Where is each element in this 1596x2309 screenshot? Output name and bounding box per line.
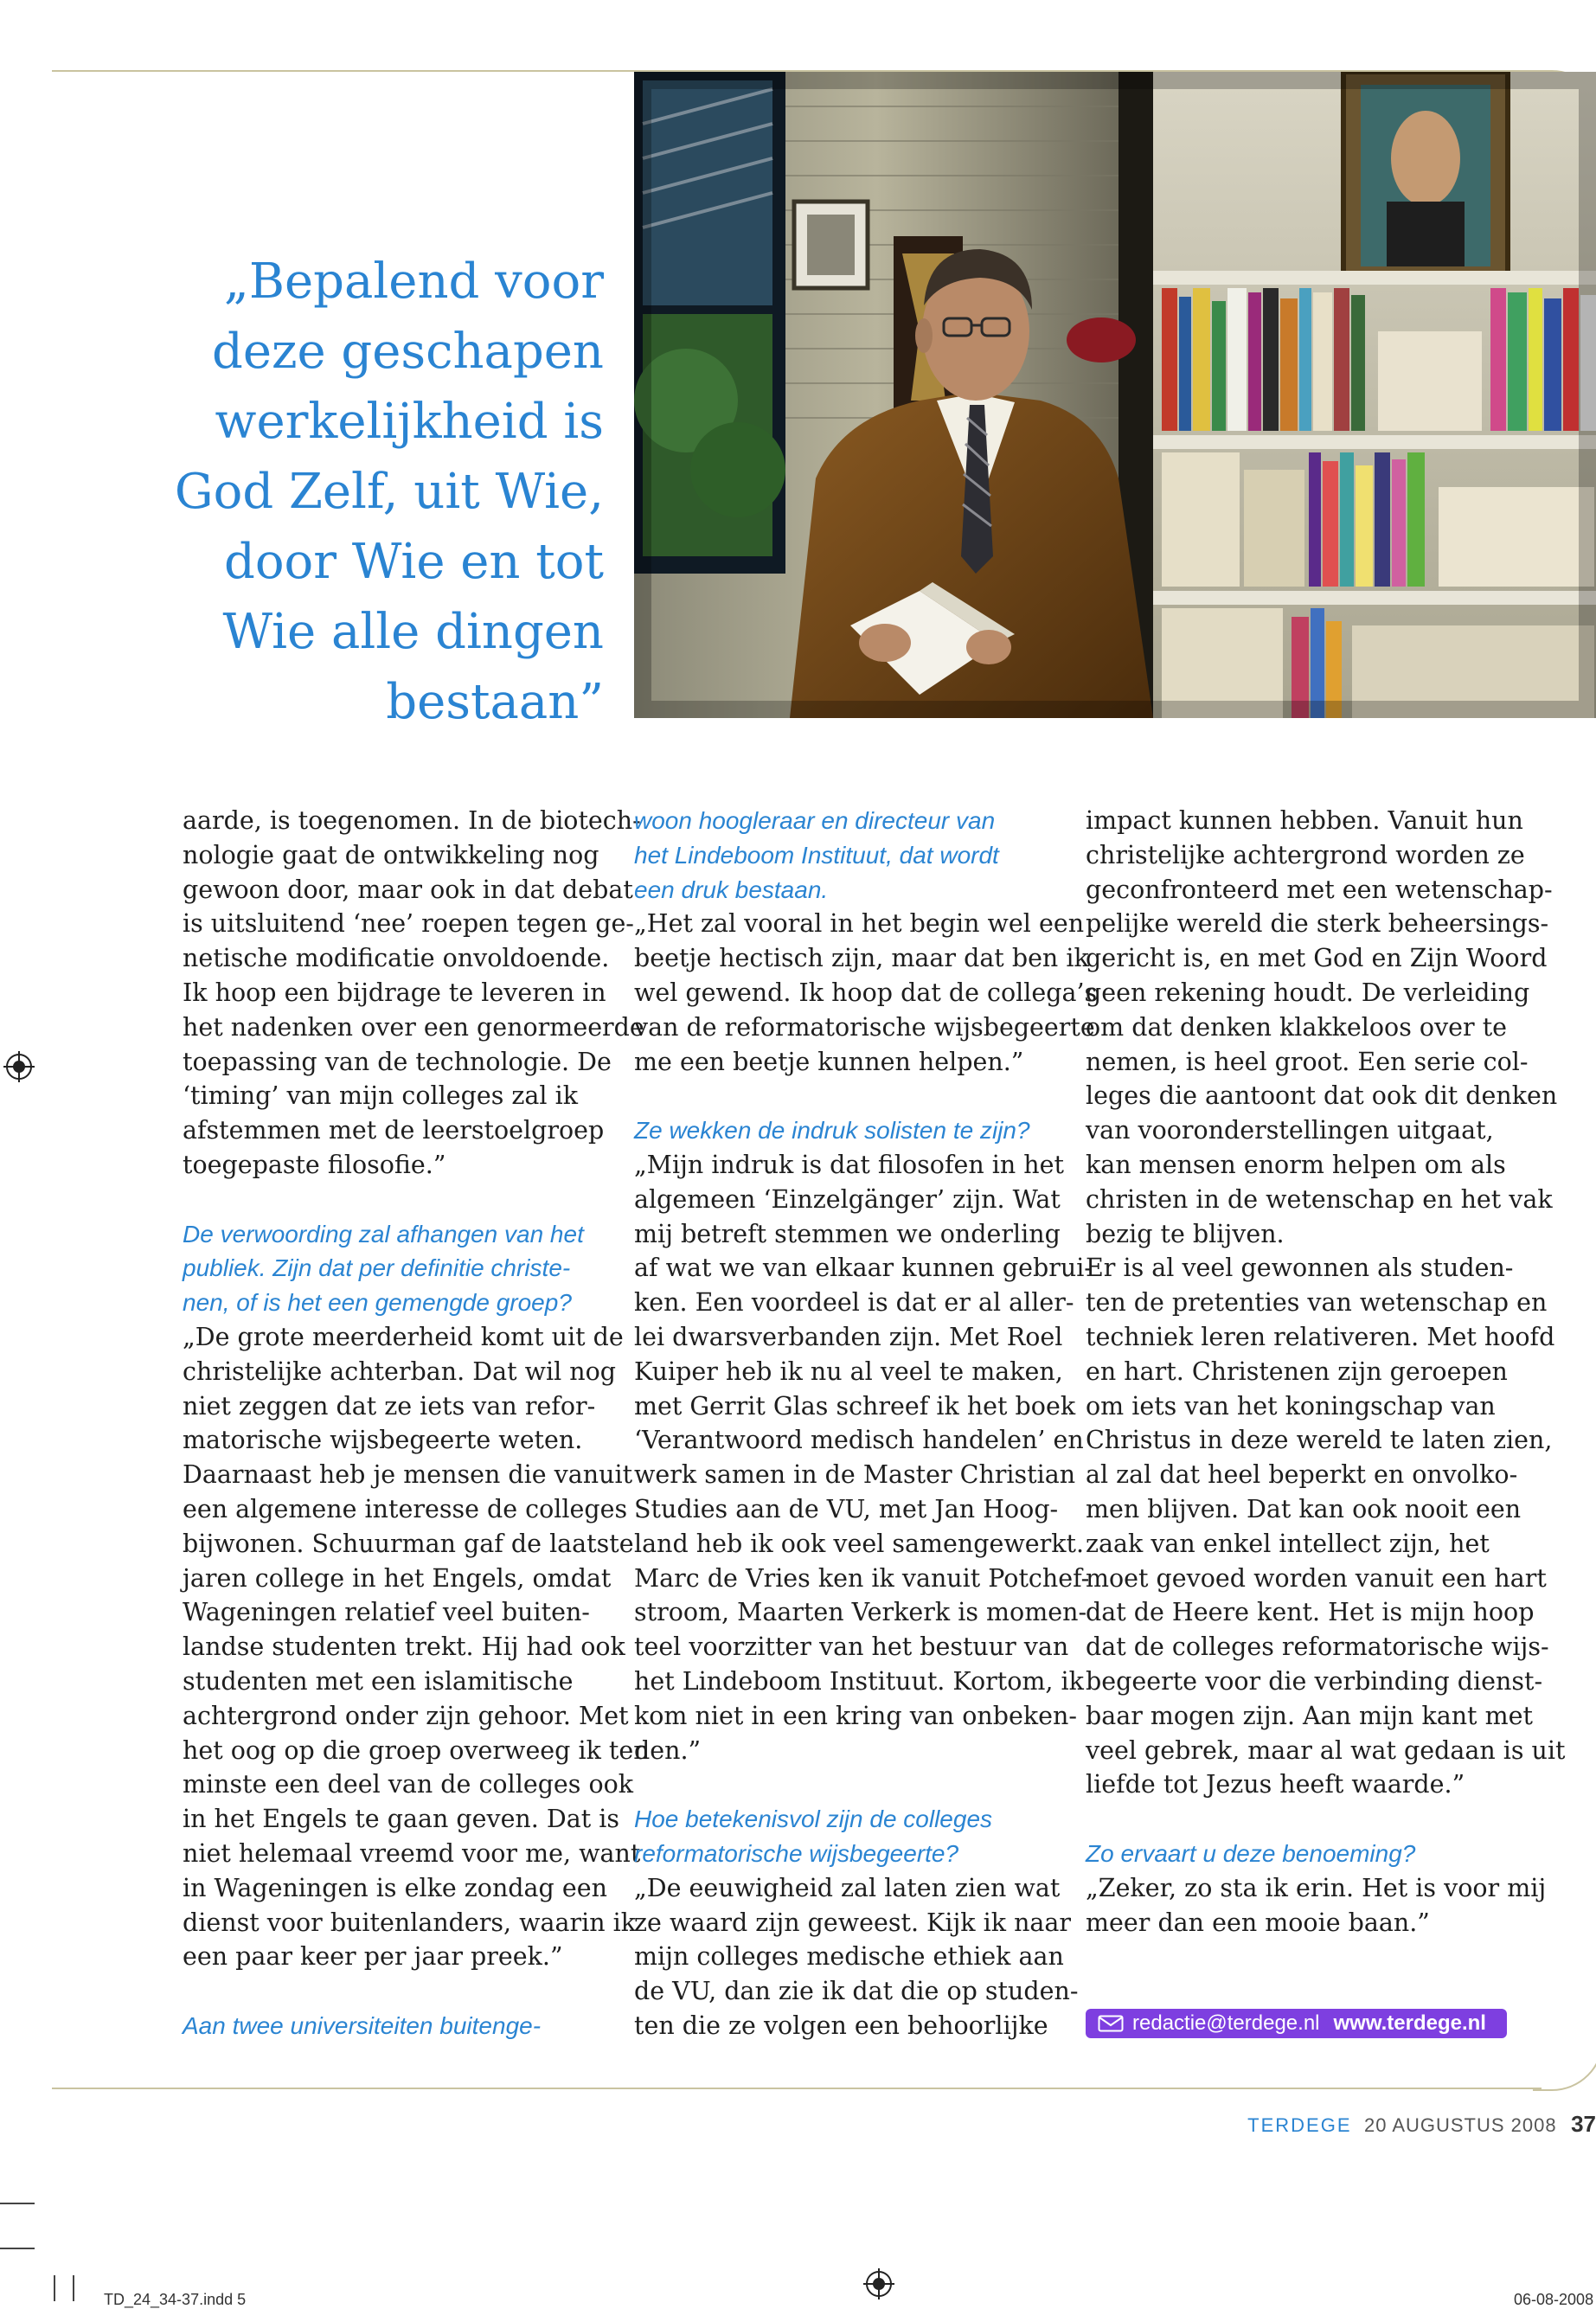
body-line: impact kunnen hebben. Vanuit hun xyxy=(1086,806,1523,835)
interview-question-line: reformatorische wijsbegeerte? xyxy=(634,1839,959,1867)
interview-question-line: Aan twee universiteiten buitenge- xyxy=(183,2011,542,2039)
body-line: mijn colleges medische ethiek aan xyxy=(634,1942,1064,1972)
body-line: algemeen ‘Einzelgänger’ zijn. Wat xyxy=(634,1184,1061,1214)
photo-illustration xyxy=(634,72,1596,718)
body-line: landse studenten trekt. Hij had ook xyxy=(183,1632,625,1662)
body-line: dat de colleges reformatorische wijs- xyxy=(1086,1632,1549,1662)
pull-quote-line: „Bepalend voor xyxy=(223,253,604,310)
body-line: jaren college in het Engels, omdat xyxy=(183,1563,612,1593)
text-column-2 xyxy=(634,804,1098,2043)
body-line: ten de pretenties van wetenschap en xyxy=(1086,1288,1548,1318)
body-line: het nadenken over een genormeerde xyxy=(183,1012,644,1042)
body-line: christelijke achterban. Dat wil nog xyxy=(183,1357,617,1386)
interview-question-line: een druk bestaan. xyxy=(634,875,829,903)
body-line: afstemmen met de leerstoelgroep xyxy=(183,1116,605,1145)
body-line: het oog op die groep overweeg ik ten xyxy=(183,1735,650,1765)
body-line: techniek leren relativeren. Met hoofd xyxy=(1086,1322,1555,1351)
slug-filename: TD_24_34-37.indd 5 xyxy=(104,2291,247,2308)
body-line: den.” xyxy=(634,1735,702,1765)
body-line: een paar keer per jaar preek.” xyxy=(183,1942,563,1972)
magazine-name: TERDEGE xyxy=(1247,2114,1352,2136)
body-line: „Het zal vooral in het begin wel een xyxy=(634,909,1085,939)
body-line: beetje hectisch zijn, maar dat ben ik xyxy=(634,944,1089,973)
article-photo xyxy=(634,72,1596,718)
body-line: Wageningen relatief veel buiten- xyxy=(183,1598,590,1627)
body-line: nemen, is heel groot. Een serie col- xyxy=(1086,1047,1529,1076)
body-line: gewoon door, maar ook in dat debat xyxy=(183,875,633,904)
body-line: „Mijn indruk is dat filosofen in het xyxy=(634,1150,1064,1179)
body-line: werk samen in de Master Christian xyxy=(634,1460,1076,1490)
body-line: een algemene interesse de colleges xyxy=(183,1494,628,1523)
issue-date: 20 AUGUSTUS 2008 xyxy=(1363,2114,1557,2136)
body-line: baar mogen zijn. Aan mijn kant met xyxy=(1086,1701,1533,1730)
body-line: land heb ik ook veel samengewerkt. xyxy=(634,1529,1085,1558)
body-line: kan mensen enorm helpen om als xyxy=(1086,1150,1506,1179)
interview-question-line: Hoe betekenisvol zijn de colleges xyxy=(634,1806,993,1833)
body-line: „De eeuwigheid zal laten zien wat xyxy=(634,1873,1061,1902)
body-line: toepassing van de technologie. De xyxy=(183,1047,612,1076)
body-line: veel gebrek, maar al wat gedaan is uit xyxy=(1086,1735,1566,1765)
interview-question-line: woon hoogleraar en directeur van xyxy=(634,807,996,834)
bottom-rule xyxy=(52,2088,1542,2089)
interview-question-line: Ze wekken de indruk solisten te zijn? xyxy=(634,1117,1030,1145)
body-line: meer dan een mooie baan.” xyxy=(1086,1908,1430,1937)
body-line: teel voorzitter van het bestuur van xyxy=(634,1632,1069,1662)
body-line: „De grote meerderheid komt uit de xyxy=(183,1322,624,1351)
body-line: dienst voor buitenlanders, waarin ik xyxy=(183,1908,637,1937)
pull-quote-line: Wie alle dingen xyxy=(222,604,604,660)
body-line: pelijke wereld die sterk beheersings- xyxy=(1086,909,1549,939)
body-line: toegepaste filosofie.” xyxy=(183,1150,446,1179)
crop-mark xyxy=(0,2203,35,2204)
body-line: gericht is, en met God en Zijn Woord xyxy=(1086,944,1548,973)
text-column-3 xyxy=(1086,804,1566,1940)
body-line: om dat denken klakkeloos over te xyxy=(1086,1012,1508,1042)
body-line: bezig te blijven. xyxy=(1086,1219,1285,1248)
body-line: niet zeggen dat ze iets van refor- xyxy=(183,1391,596,1421)
pull-quote-line: door Wie en tot xyxy=(223,534,604,590)
body-line: mij betreft stemmen we onderling xyxy=(634,1219,1061,1248)
body-line: dat de Heere kent. Het is mijn hoop xyxy=(1086,1598,1535,1627)
email-link[interactable]: redactie@terdege.nl xyxy=(1132,2011,1320,2035)
body-line: het Lindeboom Instituut. Kortom, ik xyxy=(634,1666,1084,1696)
crop-mark xyxy=(0,2248,35,2249)
body-line: geconfronteerd met een wetenschap- xyxy=(1086,875,1553,904)
body-line: aarde, is toegenomen. In de biotech- xyxy=(183,806,641,835)
interview-question-line: Zo ervaart u deze benoeming? xyxy=(1086,1839,1416,1867)
envelope-icon xyxy=(1098,2015,1124,2032)
registration-mark-icon xyxy=(3,1051,35,1082)
body-line: Christus in deze wereld te laten zien, xyxy=(1086,1426,1553,1455)
body-line: matorische wijsbegeerte weten. xyxy=(183,1426,583,1455)
pull-quote-line: deze geschapen xyxy=(211,324,604,380)
body-line: ken. Een voordeel is dat er al aller- xyxy=(634,1288,1074,1318)
body-line: is uitsluitend ‘nee’ roepen tegen ge- xyxy=(183,909,634,939)
body-line: Marc de Vries ken ik vanuit Potchef- xyxy=(634,1563,1090,1593)
body-line: me een beetje kunnen helpen.” xyxy=(634,1047,1024,1076)
body-line: af wat we van elkaar kunnen gebrui- xyxy=(634,1254,1093,1283)
body-line: lei dwarsverbanden zijn. Met Roel xyxy=(634,1322,1063,1351)
body-line: ze waard zijn geweest. Kijk ik naar xyxy=(634,1908,1072,1937)
interview-question-line: De verwoording zal afhangen van het xyxy=(183,1220,584,1248)
interview-question-line: het Lindeboom Instituut, dat wordt xyxy=(634,841,999,869)
pull-quote-line: bestaan” xyxy=(386,674,604,730)
body-line: zaak van enkel intellect zijn, het xyxy=(1086,1529,1490,1558)
body-line: Kuiper heb ik nu al veel te maken, xyxy=(634,1357,1063,1386)
body-line: in Wageningen is elke zondag een xyxy=(183,1873,607,1902)
body-line: achtergrond onder zijn gehoor. Met xyxy=(183,1701,629,1730)
crop-mark xyxy=(73,2275,74,2301)
red-hat xyxy=(1067,317,1136,362)
body-line: van de reformatorische wijsbegeerte xyxy=(634,1012,1095,1042)
body-line: liefde tot Jezus heeft waarde.” xyxy=(1086,1770,1465,1799)
body-line: Ik hoop een bijdrage te leveren in xyxy=(183,978,606,1007)
body-line: al zal dat heel beperkt en onvolko- xyxy=(1086,1460,1518,1490)
pull-quote-line: God Zelf, uit Wie, xyxy=(174,464,604,520)
body-line: om iets van het koningschap van xyxy=(1086,1391,1496,1421)
pull-quote xyxy=(130,247,604,737)
crop-mark xyxy=(54,2275,55,2301)
text-column-1 xyxy=(183,804,650,2043)
body-line: men blijven. Dat kan ook nooit een xyxy=(1086,1494,1522,1523)
body-line: nologie gaat de ontwikkeling nog xyxy=(183,840,599,869)
body-line: niet helemaal vreemd voor me, want xyxy=(183,1838,641,1868)
body-line: kom niet in een kring van onbeken- xyxy=(634,1701,1077,1730)
body-line: Er is al veel gewonnen als studen- xyxy=(1086,1254,1514,1283)
page-number: 37 xyxy=(1571,2111,1596,2137)
bottom-right-corner-rule xyxy=(1533,2037,1596,2091)
body-line: Studies aan de VU, met Jan Hoog- xyxy=(634,1494,1059,1523)
page-footer xyxy=(1211,2111,1596,2140)
contact-bar xyxy=(1086,2009,1507,2038)
body-line: leges die aantoont dat ook dit denken xyxy=(1086,1081,1558,1111)
body-line: minste een deel van de colleges ook xyxy=(183,1770,634,1799)
pull-quote-line: werkelijkheid is xyxy=(215,394,604,450)
interview-question-line: nen, of is het een gemengde groep? xyxy=(183,1289,572,1317)
body-line: en hart. Christenen zijn geroepen xyxy=(1086,1357,1508,1386)
body-line: studenten met een islamitische xyxy=(183,1666,574,1696)
body-line: netische modificatie onvoldoende. xyxy=(183,944,610,973)
registration-mark-icon xyxy=(863,2268,894,2299)
body-line: de VU, dan zie ik dat die op studen- xyxy=(634,1977,1079,2006)
interview-question-line: publiek. Zijn dat per definitie christe- xyxy=(183,1254,571,1282)
body-line: christelijke achtergrond worden ze xyxy=(1086,840,1525,869)
body-line: bijwonen. Schuurman gaf de laatste xyxy=(183,1529,634,1558)
body-line: ‘Verantwoord medisch handelen’ en xyxy=(634,1426,1084,1455)
body-line: met Gerrit Glas schreef ik het boek xyxy=(634,1391,1076,1421)
body-line: wel gewend. Ik hoop dat de collega’s xyxy=(634,978,1098,1007)
body-line: begeerte voor die verbinding dienst- xyxy=(1086,1666,1543,1696)
body-line: geen rekening houdt. De verleiding xyxy=(1086,978,1530,1007)
body-line: ten die ze volgen een behoorlijke xyxy=(634,2011,1048,2040)
body-line: van vooronderstellingen uitgaat, xyxy=(1086,1116,1494,1145)
body-line: christen in de wetenschap en het vak xyxy=(1086,1184,1553,1214)
body-line: „Zeker, zo sta ik erin. Het is voor mij xyxy=(1086,1873,1547,1902)
slug-date: 06-08-2008 xyxy=(1514,2291,1594,2308)
body-line: Daarnaast heb je mensen die vanuit xyxy=(183,1460,633,1490)
body-line: moet gevoed worden vanuit een hart xyxy=(1086,1563,1547,1593)
website-link[interactable]: www.terdege.nl xyxy=(1333,2011,1486,2035)
body-line: stroom, Maarten Verkerk is momen- xyxy=(634,1598,1087,1627)
body-line: ‘timing’ van mijn colleges zal ik xyxy=(183,1081,578,1111)
body-line: in het Engels te gaan geven. Dat is xyxy=(183,1805,619,1834)
